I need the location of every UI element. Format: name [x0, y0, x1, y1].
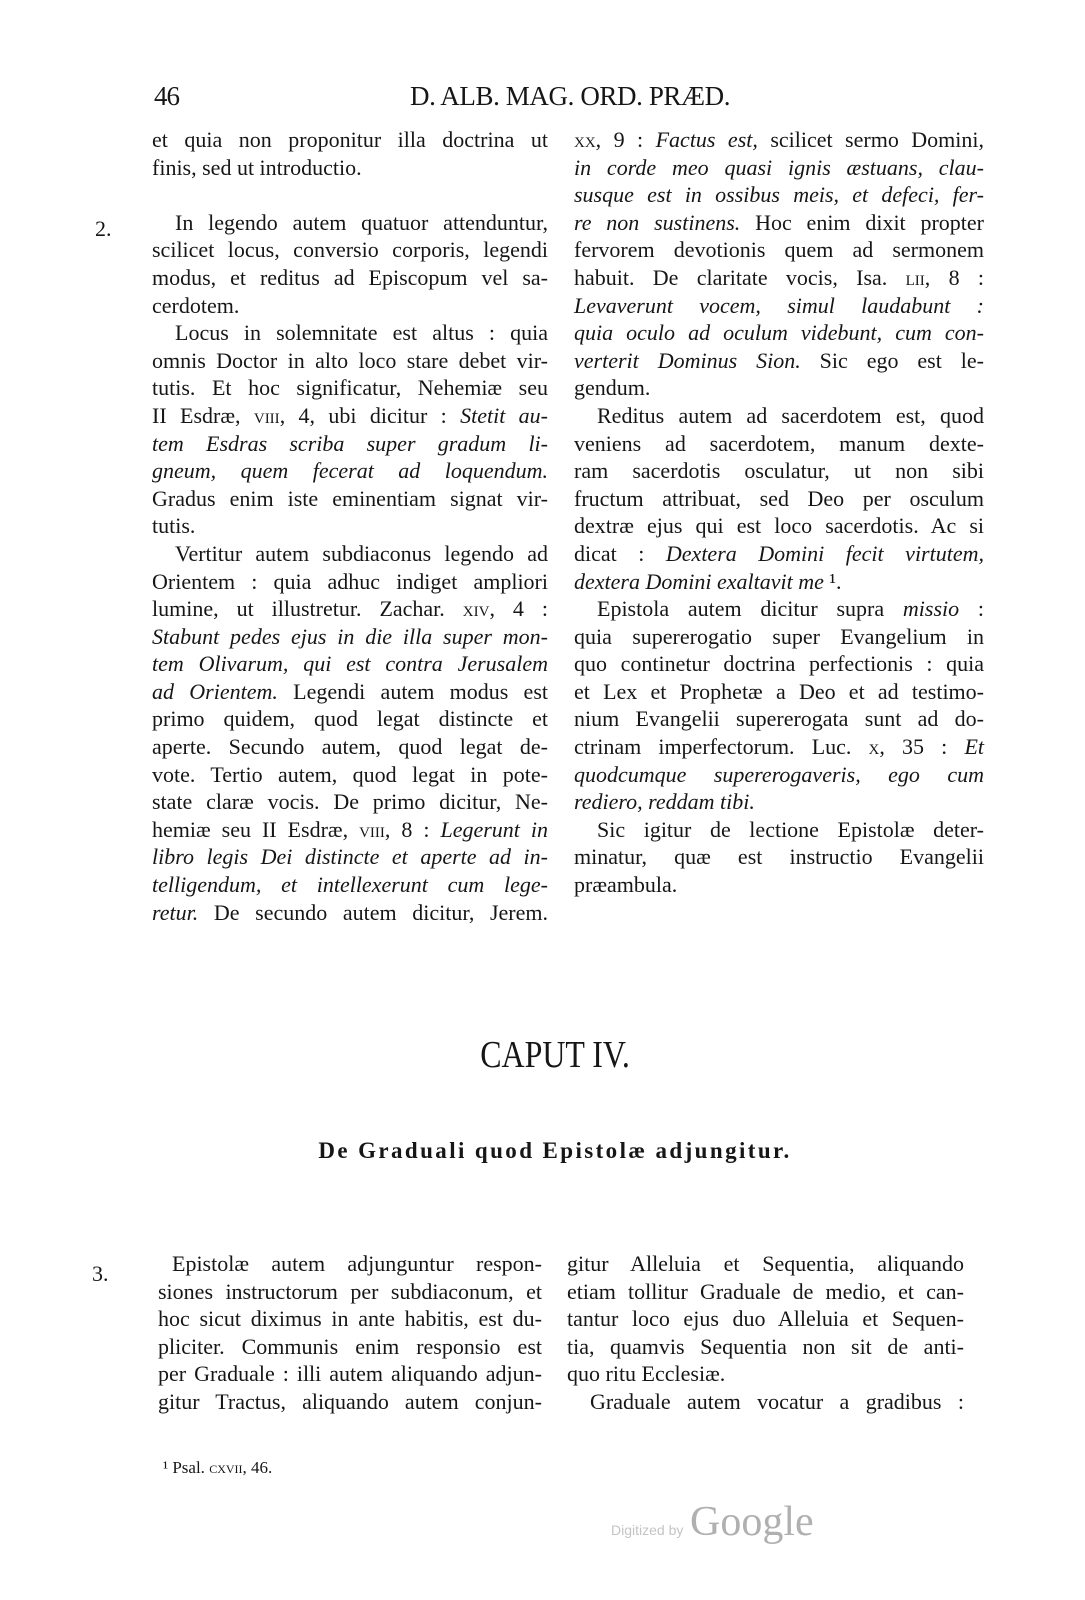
text-line: gitur Tractus, aliquando autem conjun- [158, 1388, 542, 1414]
small-caps-numeral: viii [253, 402, 280, 428]
text-line: minatur, quæ est instructio Evangelii [574, 844, 984, 870]
italic-text: re non sustinens. [574, 209, 741, 235]
text-line [574, 319, 984, 347]
text-line [574, 788, 984, 816]
text-line: Sic igitur de lectione Epistolæ deter- [597, 816, 984, 842]
text-line [152, 623, 548, 651]
text-line: et Lex et Prophetæ a Deo et ad testimo- [574, 678, 984, 704]
italic-text: Dextera Domini fecit virtutem, [665, 540, 984, 566]
text-line: et quia non proponitur illa doctrina ut [152, 127, 548, 152]
running-title: D. ALB. MAG. ORD. PRÆD. [410, 81, 731, 111]
text-line: gitur Alleluia et Sequentia, aliquando [567, 1251, 964, 1276]
text-line: Epistola autem dicitur supra missio : [597, 596, 984, 622]
text-line: gendum. [574, 375, 651, 401]
italic-text: in corde meo quasi ignis æstuans, clau- [574, 154, 984, 180]
right-column-top [574, 126, 984, 899]
text-line: omnis Doctor in alto loco stare debet vir- [152, 347, 548, 373]
footnote [163, 1458, 483, 1478]
text-line: re non sustinens. Hoc enim dixit propter [574, 209, 985, 235]
text-line: habuit. De claritate vocis, Isa. lii, 8 : [574, 264, 984, 290]
paragraph [567, 1250, 964, 1388]
italic-text: tem Esdras scriba super gradum li- [152, 430, 548, 456]
italic-text: retur. [152, 899, 199, 925]
section-number-2: 2. [95, 216, 112, 241]
text-line: verterit Dominus Sion. Sic ego est le- [574, 347, 984, 373]
paragraph [574, 126, 984, 402]
text-line: state claræ vocis. De primo dicitur, Ne- [152, 789, 548, 815]
text-line: tutis. Et hoc significatur, Nehemiæ seu [152, 375, 548, 401]
text-line [152, 871, 548, 899]
text-line: ctrinam imperfectorum. Luc. x, 35 : Et [574, 734, 984, 760]
chapter-subtitle: De Graduali quod Epistolæ adjungitur. [318, 1138, 792, 1163]
text-line: veniens ad sacerdotem, manum dexte- [574, 430, 984, 456]
text-line [152, 650, 548, 678]
paragraph [152, 126, 548, 181]
italic-text: quodcumque supererogaveris, ego cum [574, 761, 984, 787]
text-line: Epistolæ autem adjunguntur respon- [172, 1251, 542, 1276]
text-line: vote. Tertio autem, quod legat in pote- [152, 761, 548, 787]
left-column-bottom [158, 1250, 542, 1416]
text-line: cerdotem. [152, 292, 240, 318]
text-line: per Graduale : illi autem aliquando adjun- [158, 1361, 542, 1387]
italic-text: Levaverunt vocem, simul laudabunt : [574, 292, 984, 318]
text-line: dextera Domini exaltavit me ¹. [574, 568, 842, 594]
italic-text: rediero, reddam tibi. [574, 789, 755, 815]
italic-text: tem Olivarum, qui est contra Jerusalem [152, 651, 548, 677]
italic-text: ad Orientem. [152, 678, 278, 704]
text-line: dicat : Dextera Domini fecit virtutem, [574, 540, 984, 566]
italic-text: libro legis Dei distincte et aperte ad in- [152, 844, 548, 870]
text-line: lumine, ut illustretur. Zachar. xiv, 4 : [152, 596, 548, 622]
italic-text: missio [902, 596, 960, 622]
left-column-top [152, 126, 548, 926]
text-line: hemiæ seu II Esdræ, viii, 8 : Legerunt in [152, 816, 548, 842]
text-line: tia, quamvis Sequentia non sit de anti- [567, 1333, 964, 1359]
text-line: scilicet locus, conversio corporis, legendi [152, 237, 548, 263]
italic-text: quia oculo ad oculum videbunt, cum con- [574, 320, 984, 346]
text-line: xx, 9 : Factus est, scilicet sermo Domini, [574, 127, 984, 152]
italic-text: Factus est, [655, 127, 758, 152]
page-number: 46 [154, 81, 179, 111]
text-line: præambula. [574, 872, 678, 898]
text-line: Graduale autem vocatur a gradibus : [590, 1388, 964, 1414]
small-caps-numeral: lii [905, 264, 925, 290]
text-line [574, 292, 984, 320]
text-line: Reditus autem ad sacerdotem est, quod [597, 402, 984, 428]
text-line [574, 761, 984, 789]
text-line: Locus in solemnitate est altus : quia [175, 320, 548, 346]
paragraph [163, 1458, 483, 1478]
text-line [574, 154, 984, 182]
italic-text: Stetit au- [460, 402, 549, 428]
paragraph [152, 319, 548, 540]
paragraph [152, 540, 548, 926]
section-number-3: 3. [92, 1261, 109, 1286]
text-line: primo quidem, quod legat distincte et [152, 706, 548, 732]
text-line: hoc sicut diximus in ante habitis, est du- [158, 1306, 542, 1332]
text-line [574, 181, 984, 209]
text-line: siones instructorum per subdiaconum, et [158, 1278, 542, 1304]
text-line: Orientem : quia adhuc indiget ampliori [152, 568, 548, 594]
text-line [152, 457, 548, 485]
small-caps-numeral: cxvii [209, 1458, 243, 1477]
text-line: dextræ ejus qui est loco sacerdotis. Ac si [574, 513, 984, 539]
text-line: tantur loco ejus duo Alleluia et Sequen- [567, 1306, 964, 1332]
text-line: etiam tollitur Graduale de medio, et can- [567, 1278, 964, 1304]
italic-text: Legerunt in [440, 816, 548, 842]
text-line [152, 843, 548, 871]
text-line: II Esdræ, viii, 4, ubi dicitur : Stetit au- [152, 402, 549, 428]
text-line [152, 430, 548, 458]
text-line: quia supererogatio super Evangelium in [574, 623, 984, 649]
italic-text: gneum, quem fecerat ad loquendum. [152, 458, 548, 484]
paragraph [574, 402, 984, 595]
chapter-heading-text: CAPUT IV. [480, 1034, 630, 1076]
text-line: retur. De secundo autem dicitur, Jerem. [152, 899, 548, 925]
text-line: ¹ Psal. cxvii, 46. [163, 1458, 273, 1477]
paragraph [567, 1388, 964, 1416]
text-line: modus, et reditus ad Episcopum vel sa- [152, 264, 548, 290]
text-line: tutis. [152, 513, 196, 539]
italic-text: Et [964, 734, 984, 760]
paragraph [574, 816, 984, 899]
italic-text: telligendum, et intellexerunt cum lege- [152, 872, 548, 898]
google-logo: Google [690, 1499, 814, 1545]
text-line: ad Orientem. Legendi autem modus est [152, 678, 548, 704]
text-line: quo ritu Ecclesiæ. [567, 1361, 726, 1387]
small-caps-numeral: viii [359, 816, 385, 842]
text-line: fructum attribuat, sed Deo per osculum [574, 485, 984, 511]
text-line: In legendo autem quatuor attenduntur, [175, 209, 548, 235]
watermark-prefix: Digitized by [611, 1522, 684, 1538]
italic-text: dextera Domini exaltavit me [574, 568, 824, 594]
text-line: quo continetur doctrina perfectionis : quia [574, 651, 984, 677]
text-line: nium Evangelii supererogata sunt ad do- [574, 706, 984, 732]
text-line: fervorem devotionis quem ad sermonem [574, 237, 984, 263]
small-caps-numeral: xiv [462, 596, 490, 622]
paragraph [158, 1250, 542, 1416]
chapter-heading [405, 1036, 705, 1074]
italic-text: susque est in ossibus meis, et defeci, fer- [574, 182, 984, 208]
text-line: finis, sed ut introductio. [152, 154, 362, 180]
italic-text: verterit Dominus Sion. [574, 347, 801, 373]
right-column-bottom [567, 1250, 964, 1416]
text-line: ram sacerdotis osculatur, ut non sibi [574, 458, 984, 484]
text-line: pliciter. Communis enim responsio est [158, 1333, 542, 1359]
text-line: Vertitur autem subdiaconus legendo ad [175, 540, 548, 566]
small-caps-numeral: x [868, 734, 880, 760]
text-line: aperte. Secundo autem, quod legat de- [152, 734, 548, 760]
text-line: Gradus enim iste eminentiam signat vir- [152, 485, 548, 511]
paragraph [574, 595, 984, 816]
small-caps-numeral: xx [574, 127, 596, 152]
italic-text: Stabunt pedes ejus in die illa super mon- [152, 623, 548, 649]
paragraph [152, 209, 548, 319]
